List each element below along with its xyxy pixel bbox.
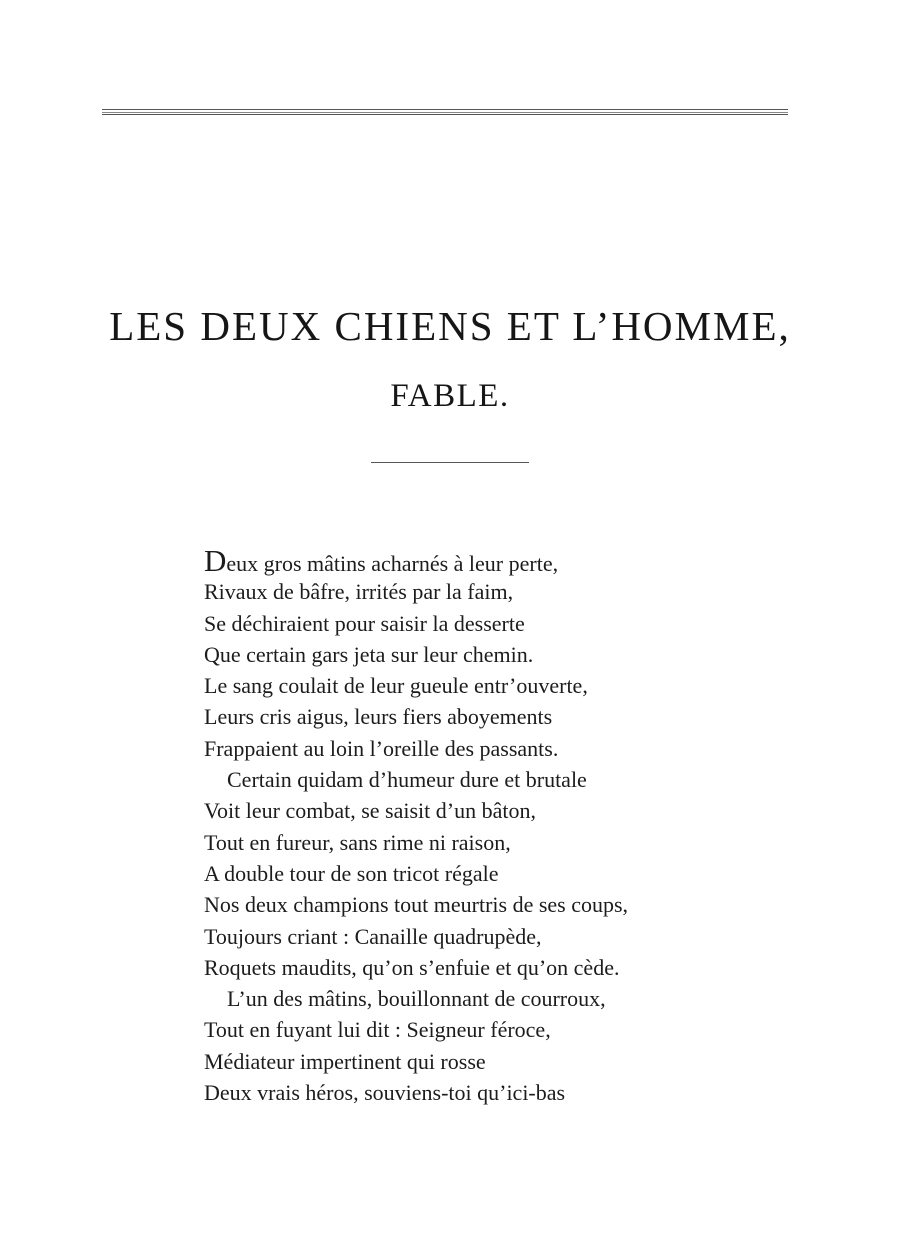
poem-line: Tout en fureur, sans rime ni raison,	[204, 829, 511, 855]
poem-line: A double tour de son tricot régale	[204, 860, 499, 886]
poem-line: Le sang coulait de leur gueule entr’ouverte,	[204, 673, 588, 699]
drop-cap: D	[204, 543, 227, 578]
header-rule-line	[102, 114, 788, 115]
poem-line: Voit leur combat, se saisit d’un bâton,	[204, 798, 536, 824]
poem-line: Que certain gars jeta sur leur chemin.	[204, 641, 534, 667]
poem-line: L’un des mâtins, bouillonnant de courroux,	[227, 986, 606, 1012]
header-rule-line	[102, 109, 788, 110]
poem-line-text: eux gros mâtins acharnés à leur perte,	[226, 551, 559, 576]
poem-line: Certain quidam d’humeur dure et brutale	[227, 767, 587, 793]
fable-title: LES DEUX CHIENS ET L’HOMME,	[109, 303, 791, 349]
header-rule-line	[102, 112, 788, 113]
poem-line: Toujours criant : Canaille quadrupède,	[204, 923, 542, 949]
poem-line: Deux vrais héros, souviens-toi qu’ici-bas	[204, 1080, 566, 1106]
poem-line: Frappaient au loin l’oreille des passants.	[204, 735, 559, 761]
title-divider	[371, 462, 529, 463]
poem-line: Rivaux de bâfre, irrités par la faim,	[204, 579, 514, 605]
poem-line: Médiateur impertinent qui rosse	[204, 1048, 486, 1074]
header-rule	[102, 109, 788, 115]
poem-line: Tout en fuyant lui dit : Seigneur féroce,	[204, 1017, 551, 1043]
poem-line: Nos deux champions tout meurtris de ses coups,	[204, 892, 629, 918]
poem-line	[204, 545, 764, 576]
poem-line: Leurs cris aigus, leurs fiers aboyements	[204, 704, 553, 730]
poem-line: Roquets maudits, qu’on s’enfuie et qu’on cède.	[204, 954, 620, 980]
poem-line: Se déchiraient pour saisir la desserte	[204, 610, 525, 636]
poem-text	[204, 545, 764, 1108]
fable-subtitle: FABLE.	[390, 378, 510, 414]
